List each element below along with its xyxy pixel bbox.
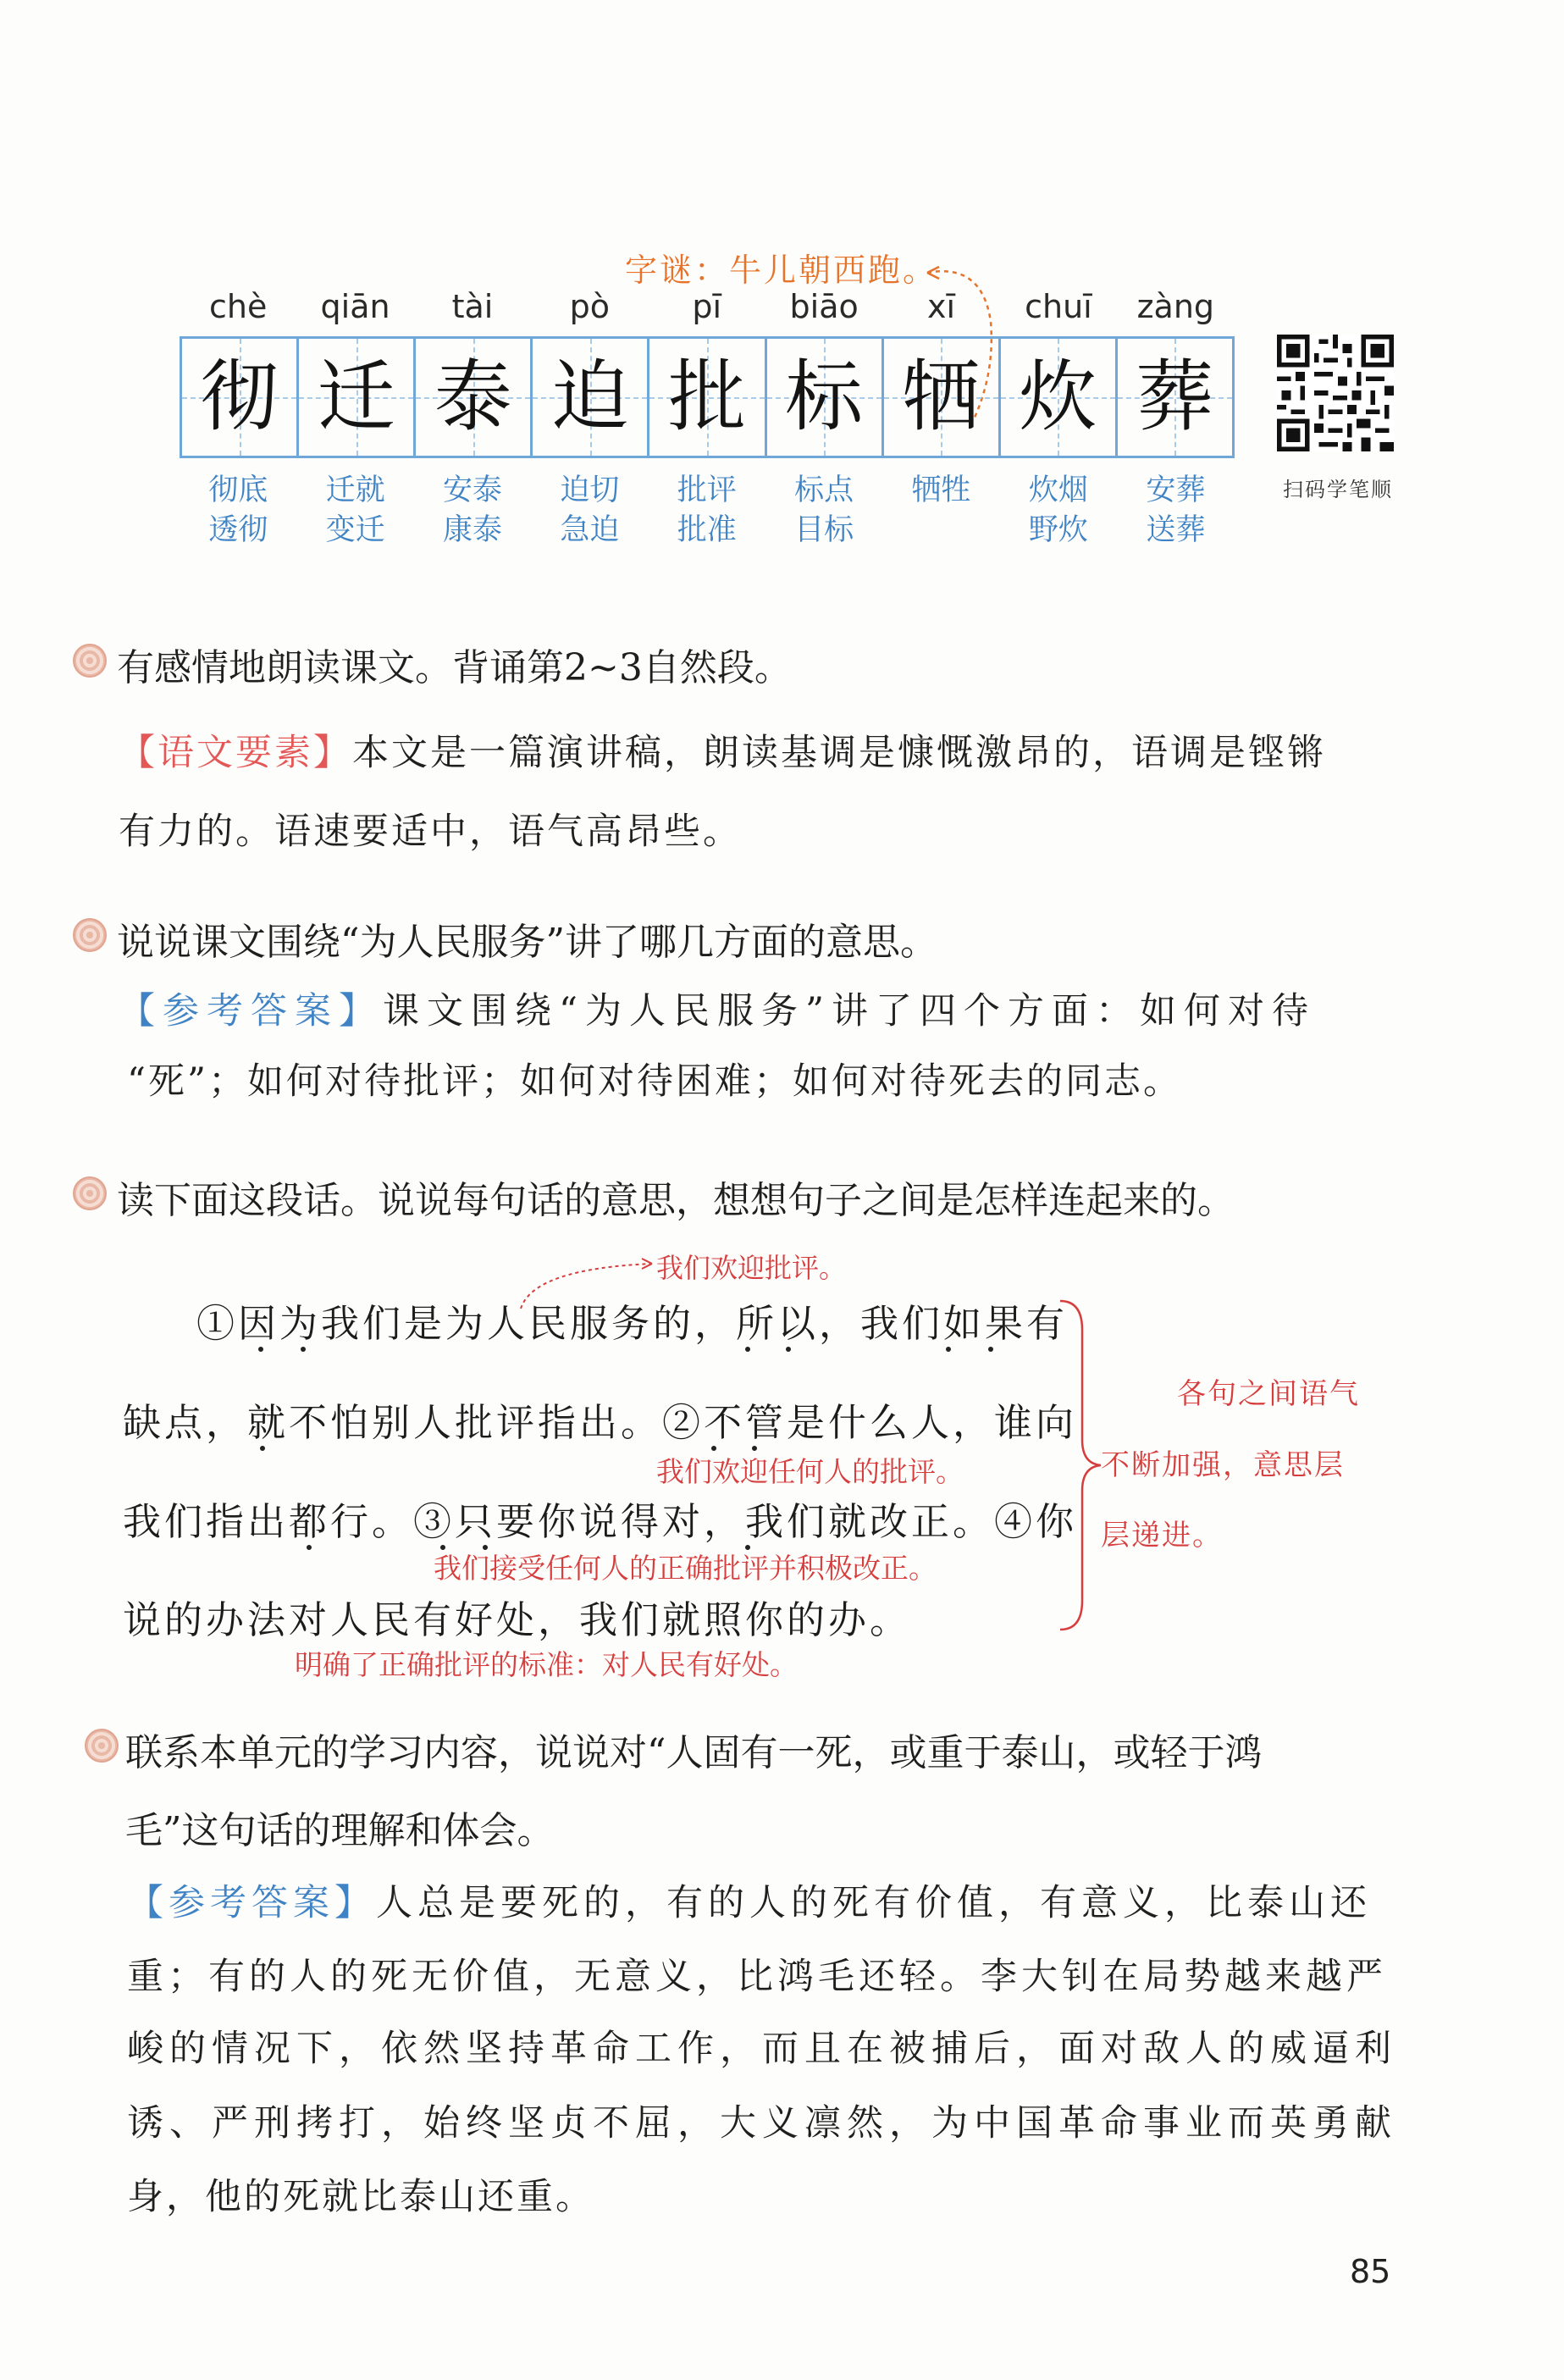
char-cell [1001, 339, 1118, 456]
word-list-row [180, 471, 1235, 551]
character: 批 [667, 351, 746, 442]
exercise-4-answer-line-3: 峻的情况下，依然坚持革命工作，而且在被捕后，面对敌人的威逼利 [127, 2028, 1397, 2070]
pinyin: chè [209, 288, 268, 325]
character-grid [180, 336, 1235, 458]
exercise-bullet-icon [73, 1176, 107, 1210]
pinyin: tài [451, 288, 494, 325]
passage-line-1: ①因为我们是为人民服务的，所以，我们如果有 [196, 1301, 1069, 1346]
emphasis-dot [307, 1545, 312, 1550]
exercise-bullet-icon [85, 1729, 119, 1763]
exercise-4-answer-line-4: 诱、严刑拷打，始终坚贞不屈，大义凛然，为中国革命事业而英勇献 [127, 2102, 1397, 2145]
answer-tag: 【参考答案】 [119, 990, 383, 1032]
exercise-4-answer-line-5: 身，他的死就比泰山还重。 [127, 2176, 594, 2218]
page-number: 85 [1350, 2253, 1391, 2290]
word-pair: 彻底 透彻 [208, 473, 268, 547]
exercise-4-question-line-1: 联系本单元的学习内容，说说对“人固有一死，或重于泰山，或轻于鸿 [125, 1731, 1263, 1774]
qr-code-icon[interactable] [1277, 335, 1394, 451]
char-cell [884, 339, 1001, 456]
passage-line-2: 缺点，就不怕别人批评指出。②不管是什么人，谁向 [123, 1400, 1078, 1445]
exercise-2-answer-line-2: “死”；如何对待批评；如何对待困难；如何对待死去的同志。 [127, 1060, 1182, 1103]
emphasis-dot [483, 1545, 488, 1550]
character: 炊 [1019, 351, 1097, 442]
exercise-4-answer-line-1: 【参考答案】人总是要死的，有的人的死有价值，有意义，比泰山还 [127, 1882, 1372, 1924]
pinyin: xī [927, 288, 956, 325]
character: 葬 [1136, 351, 1214, 442]
emphasis-dot [745, 1347, 750, 1352]
exercise-4-question-line-2: 毛”这句话的理解和体会。 [125, 1809, 555, 1852]
emphasis-dot [711, 1446, 716, 1451]
emphasis-dot [260, 1446, 265, 1451]
summary-note-line-3: 层递进。 [1101, 1519, 1223, 1553]
exercise-bullet-icon [73, 644, 107, 678]
char-cell [767, 339, 884, 456]
curly-brace [1057, 1296, 1108, 1635]
exercise-1-question: 有感情地朗读课文。背诵第2~3自然段。 [117, 646, 792, 689]
exercise-1-answer-line-2: 有力的。语速要适中，语气高昂些。 [119, 811, 742, 853]
pinyin: pò [569, 288, 611, 325]
emphasis-dot [745, 1545, 750, 1550]
word-pair: 标点 目标 [794, 473, 854, 547]
char-cell [533, 339, 649, 456]
character: 牺 [902, 351, 981, 442]
char-cell [182, 339, 299, 456]
summary-note-line-2: 不断加强，意思层 [1101, 1448, 1345, 1482]
summary-note-line-1: 各句之间语气 [1177, 1377, 1360, 1411]
pinyin: biāo [789, 288, 859, 325]
answer-tag: 【语文要素】 [119, 732, 352, 774]
word-pair: 安泰 康泰 [442, 473, 502, 547]
pinyin-row [180, 288, 1235, 330]
annotation-note: 我们欢迎批评。 [656, 1252, 847, 1284]
character: 迫 [550, 351, 629, 442]
pinyin: chuī [1025, 288, 1092, 325]
word-pair: 牺牲 [911, 473, 971, 507]
word-pair: 批评 批准 [677, 473, 737, 547]
emphasis-dot [258, 1347, 263, 1352]
word-pair: 迁就 变迁 [325, 473, 385, 547]
character-riddle: 字谜：牛儿朝西跑。 [625, 252, 938, 289]
pinyin: pī [692, 288, 722, 325]
answer-tag: 【参考答案】 [127, 1882, 376, 1924]
char-cell [1118, 339, 1232, 456]
passage-line-3: 我们指出都行。③只要你说得对，我们就改正。④你 [123, 1499, 1078, 1544]
emphasis-dot [946, 1347, 951, 1352]
passage-line-4: 说的办法对人民有好处，我们就照你的办。 [123, 1597, 912, 1642]
emphasis-dot [440, 1545, 445, 1550]
annotation-note: 我们欢迎任何人的批评。 [656, 1455, 964, 1488]
exercise-2-question: 说说课文围绕“为人民服务”讲了哪几方面的意思。 [117, 921, 937, 964]
char-cell [299, 339, 416, 456]
word-pair: 炊烟 野炊 [1028, 473, 1088, 547]
character: 迁 [317, 351, 395, 442]
emphasis-dot [988, 1347, 993, 1352]
pinyin: zàng [1136, 288, 1215, 325]
exercise-2-answer-line-1: 【参考答案】课文围绕“为人民服务”讲了四个方面：如何对待 [119, 990, 1316, 1032]
qr-code-label: 扫码学笔顺 [1283, 478, 1393, 501]
pinyin: qiān [320, 288, 390, 325]
word-pair: 安葬 送葬 [1146, 473, 1206, 547]
exercise-bullet-icon [73, 918, 107, 952]
char-cell [416, 339, 533, 456]
char-cell [649, 339, 766, 456]
character: 泰 [434, 351, 512, 442]
annotation-note: 明确了正确批评的标准：对人民有好处。 [295, 1648, 798, 1681]
exercise-1-answer-line-1: 【语文要素】本文是一篇演讲稿，朗读基调是慷慨激昂的，语调是铿锵 [119, 732, 1326, 774]
character: 彻 [200, 351, 279, 442]
exercise-4-answer-line-2: 重；有的人的死无价值，无意义，比鸿毛还轻。李大钊在局势越来越严 [127, 1956, 1387, 1998]
exercise-3-question: 读下面这段话。说说每句话的意思，想想句子之间是怎样连起来的。 [117, 1179, 1235, 1222]
character: 标 [785, 351, 864, 442]
word-pair: 迫切 急迫 [560, 473, 620, 547]
emphasis-dot [752, 1446, 757, 1451]
emphasis-dot [301, 1347, 306, 1352]
annotation-note: 我们接受任何人的正确批评并积极改正。 [434, 1552, 937, 1585]
emphasis-dot [786, 1347, 791, 1352]
